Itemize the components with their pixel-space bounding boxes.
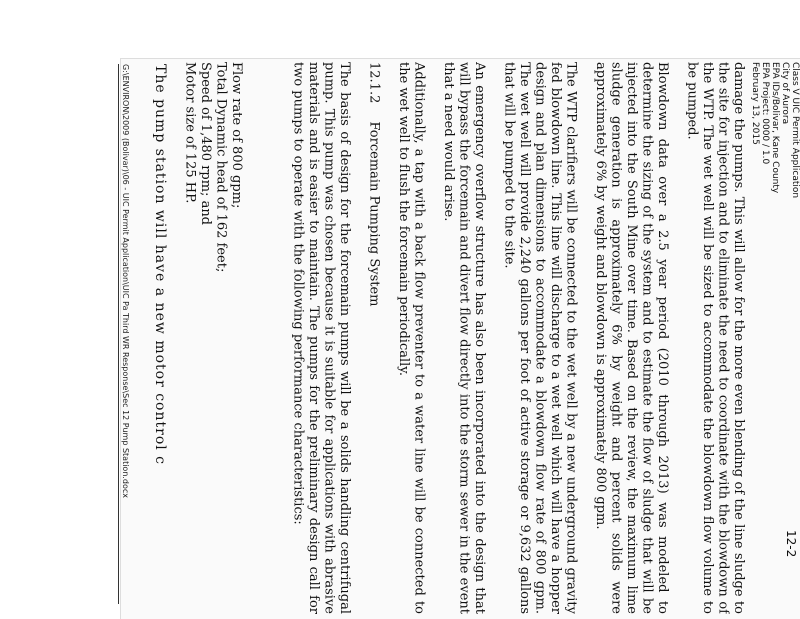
paragraph: damage the pumps. This will allow for the more even blending of the line sludge to the site for injection and to eliminate the need to coordinate with the blowdown of the WTP. The wet well will be sized to accommodate the blowdown flow volume to be pumped. [684,62,746,614]
header-line: Class V UIC Permit Application [790,62,800,199]
file-path-footer: G:\ENVIRON\2009 (Bolivar)\06 - UIC Permit Application\UIC Pa Third WR Response\Sec 12 Pump Station.docx [118,64,130,604]
paragraph: An emergency overflow structure has also been incorporated into the design that will bypass the forcemain and divert flow directly into the storm sewer in the event that a need would arise. [441,62,487,614]
header-line: City of Aurora [780,62,790,125]
header-line: EPA Project: 0000 / 1.0 [760,62,770,165]
paragraph: Blowdown data over a 2.5 year period (2010 through 2013) was modeled to determine the sizing of the system and to estimate the flow of sludge that will be injected into the South Mine over time. Based on the review, the maximum lime sludge generation is approximately 6% by weight and percent solids were approximately 6% by weight and blowdown is approximately 800 gpm. [593,62,670,614]
section-heading [366,62,382,614]
paragraph: The WTP clarifiers will be connected to the wet well by a new underground gravity fed blowdown line. This line will discharge to a wet well which will have a hopper design and plan dimensions to accommodate a blowdown flow rate of 800 gpm. The wet well will provide 2,240 gallons per foot of active storage or 9,632 gallons that will be pumped to the site. [501,62,579,614]
list-item: • Total Dynamic head of 162 feet; [213,62,229,614]
list-item: • Flow rate of 800 gpm; [229,62,245,614]
header-line: February 13, 2015 [750,62,760,145]
bullet-list [182,62,276,614]
page-number: 12-2 [784,530,798,558]
section-title: Forcemain Pumping System [366,121,382,307]
paragraph: The pump station will have a new motor control c [152,64,168,466]
paragraph: The basis of design for the forcemain pumps will be a solids handling centrifugal pump. This pump was chosen because it is suitable for applications with abrasive materials and is easier to maintain. The pumps for the preliminary design call for two pumps to operate with the following performance characteristics: [290,62,352,614]
section-number: 12.1.2 [366,62,382,104]
rotated-body [140,62,800,614]
list-item: • Motor size of 125 HP. [182,62,198,614]
list-item: • Speed of 1,480 rpm; and [198,62,214,614]
paragraph: Additionally, a tap with a back flow preventer to a water line will be connected to the wet well to flush the forcemain periodically. [396,62,427,614]
header-line: EPA IDs/Bolivar, Kane County [770,62,780,194]
